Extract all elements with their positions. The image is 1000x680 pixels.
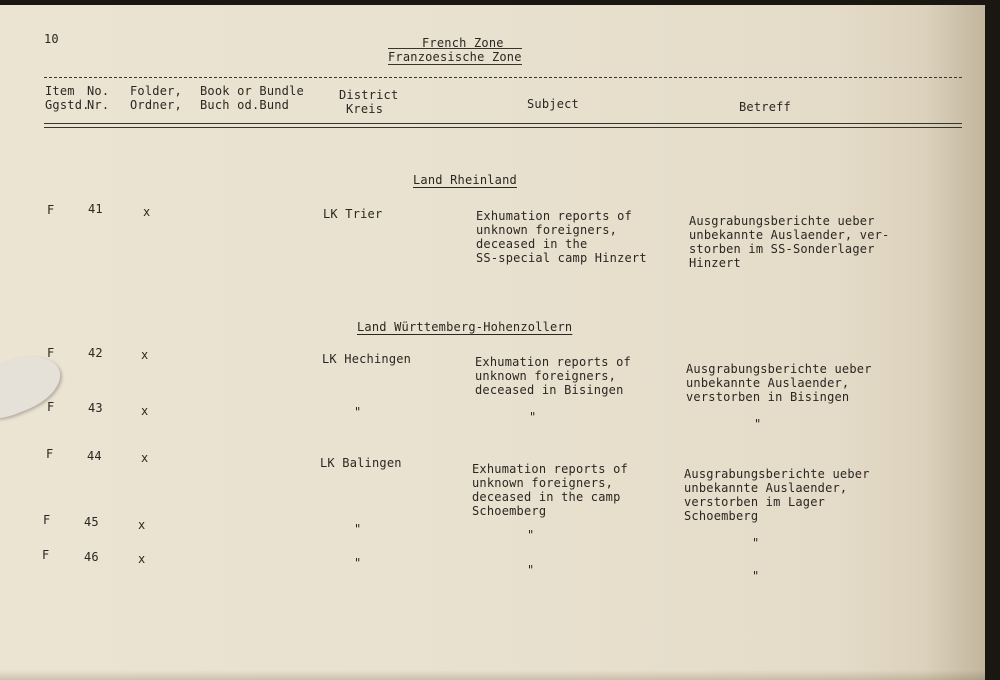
folder-cell: x [138, 518, 146, 532]
betreff-line: storben im SS-Sonderlager [689, 242, 875, 256]
col-folder-en: Folder, [130, 84, 182, 98]
subject-line: Exhumation reports of [476, 209, 632, 223]
number-cell: 44 [87, 449, 102, 463]
page-edge-shadow [925, 5, 985, 680]
col-folder-de: Ordner, [130, 98, 182, 112]
district-cell: LK Balingen [320, 456, 402, 470]
page-number: 10 [44, 32, 59, 46]
col-betreff: Betreff [739, 100, 791, 114]
betreff-line: Ausgrabungsberichte ueber [689, 214, 875, 228]
subject-line: Exhumation reports of [475, 355, 631, 369]
item-cell: F [47, 400, 55, 414]
betreff-line: unbekannte Auslaender, ver- [689, 228, 890, 242]
zone-title-en: French Zone [422, 36, 504, 50]
col-book-de: Buch od.Bund [200, 98, 290, 112]
col-subject: Subject [527, 97, 579, 111]
subject-line: unknown foreigners, [475, 369, 617, 383]
number-cell: 45 [84, 515, 99, 529]
item-cell: F [47, 203, 55, 217]
subject-line: deceased in the camp [472, 490, 621, 504]
subject-line: Schoemberg [472, 504, 547, 518]
item-cell: F [43, 513, 51, 527]
betreff-line: Schoemberg [684, 509, 759, 523]
betreff-line: unbekannte Auslaender, [686, 376, 850, 390]
subject-line: unknown foreigners, [476, 223, 618, 237]
betreff-line: verstorben im Lager [684, 495, 826, 509]
number-cell: 41 [88, 202, 103, 216]
number-cell: 42 [88, 346, 103, 360]
col-district-de: Kreis [346, 102, 384, 116]
item-cell: F [42, 548, 50, 562]
district-cell: " [354, 405, 362, 419]
subject-line: Exhumation reports of [472, 462, 628, 476]
subject-line: deceased in the [476, 237, 588, 251]
subject-line: " [529, 410, 537, 424]
section-title: Land Rheinland [413, 173, 517, 187]
district-cell: " [354, 522, 362, 536]
district-cell: LK Trier [323, 207, 383, 221]
betreff-line: " [752, 569, 760, 583]
section-title: Land Württemberg-Hohenzollern [357, 320, 573, 334]
folder-cell: x [143, 205, 151, 219]
number-cell: 46 [84, 550, 99, 564]
header-top-rule [44, 77, 962, 78]
subject-line: unknown foreigners, [472, 476, 614, 490]
betreff-line: Hinzert [689, 256, 741, 270]
folder-cell: x [141, 348, 149, 362]
thumb-holding-page [0, 345, 68, 428]
col-no-en: No. [87, 84, 110, 98]
folder-cell: x [138, 552, 146, 566]
zone-title-de: Franzoesische Zone [388, 50, 522, 64]
betreff-line: verstorben in Bisingen [686, 390, 850, 404]
header-bottom-rule-2 [44, 127, 962, 128]
col-district-en: District [339, 88, 399, 102]
subject-line: deceased in Bisingen [475, 383, 624, 397]
header-bottom-rule [44, 123, 962, 124]
district-cell: LK Hechingen [322, 352, 412, 366]
district-cell: " [354, 556, 362, 570]
zone-title-underline [388, 48, 522, 49]
col-no-de: Nr. [87, 98, 110, 112]
subject-line: " [527, 563, 535, 577]
betreff-line: " [754, 417, 762, 431]
number-cell: 43 [88, 401, 103, 415]
betreff-line: Ausgrabungsberichte ueber [686, 362, 872, 376]
betreff-line: unbekannte Auslaender, [684, 481, 848, 495]
page-bottom-shadow [0, 670, 985, 680]
folder-cell: x [141, 451, 149, 465]
zone-title-de-underline [388, 64, 522, 65]
betreff-line: Ausgrabungsberichte ueber [684, 467, 870, 481]
folder-cell: x [141, 404, 149, 418]
document-page [0, 5, 985, 680]
col-item-en: Item [45, 84, 75, 98]
item-cell: F [46, 447, 54, 461]
betreff-line: " [752, 536, 760, 550]
subject-line: SS-special camp Hinzert [476, 251, 647, 265]
item-cell: F [47, 346, 55, 360]
col-item-de: Ggstd. [45, 98, 90, 112]
col-book-en: Book or Bundle [200, 84, 304, 98]
subject-line: " [527, 528, 535, 542]
